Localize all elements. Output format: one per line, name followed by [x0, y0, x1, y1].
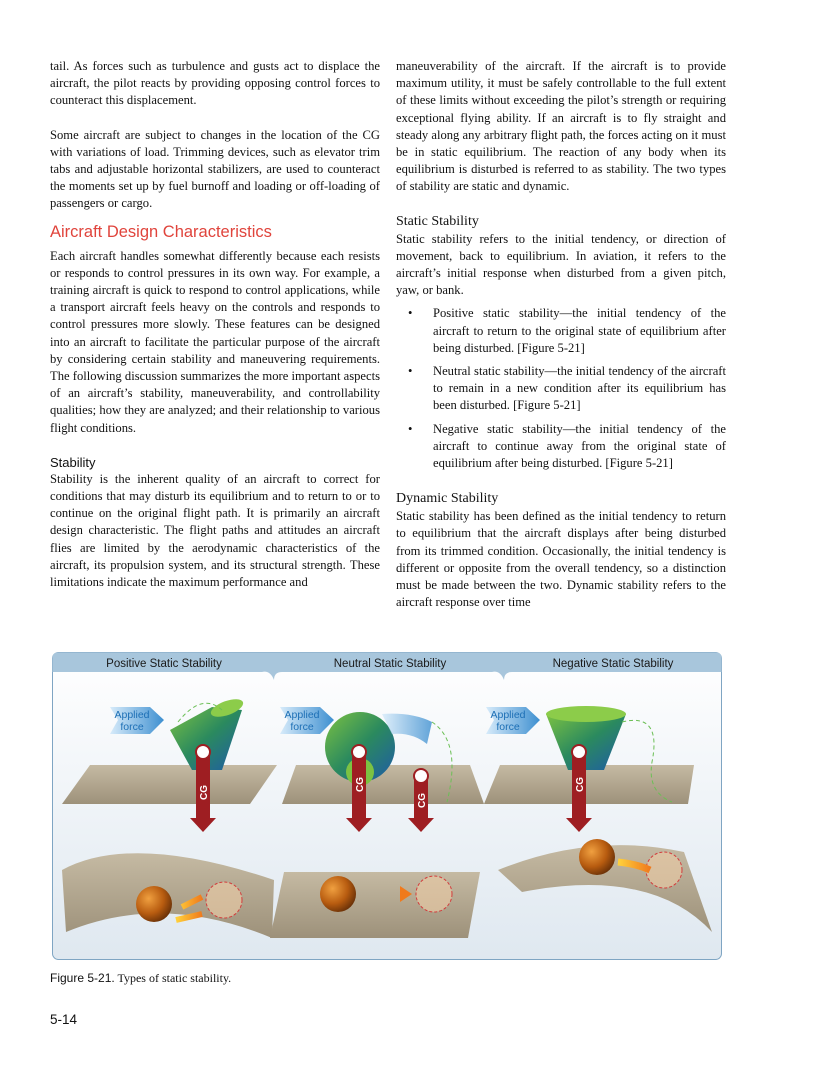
ball-ghost — [206, 882, 242, 918]
applied-force-label: Applied — [490, 709, 526, 721]
paragraph: tail. As forces such as turbulence and gusts act to displace the aircraft, the pilot reacts by providing opposing control forces to counteract this displacement. — [50, 59, 380, 108]
cg-label: CG — [199, 785, 210, 800]
figure-caption-text: Types of static stability. — [114, 971, 232, 985]
applied-force-label: Applied — [114, 709, 150, 721]
list-item — [396, 421, 726, 473]
paragraph: Stability is the inherent quality of an aircraft to correct for conditions that may disturb its equilibrium and to return to or to continue on the original flight path. It is primarily an aircraft design characteristic. The flight paths and attitudes an aircraft flies are limited by the aerodynamic characteristics of the aircraft, its propulsion system, and its structural strength. These limitations indicate the maximum performance and — [50, 471, 380, 590]
ball — [579, 839, 615, 875]
paragraph: Static stability refers to the initial tendency, or direction of movement, back to equilibrium. In aviation, it refers to the aircraft’s initial response when disturbed from a given pitch, yaw, or bank. — [396, 231, 726, 298]
bullet-list — [396, 305, 726, 472]
list-item-text: Negative static stability—the initial tendency of the aircraft to continue away from the original state of equilibrium after being disturbed. [Figure 5-21] — [433, 421, 726, 471]
subsection-heading: Dynamic Stability — [396, 491, 499, 507]
left-column — [50, 58, 380, 591]
section-heading: Aircraft Design Characteristics — [50, 222, 272, 241]
subsection-heading: Stability — [50, 454, 96, 470]
figure-static-stability — [52, 652, 722, 960]
applied-force-label: force — [290, 721, 314, 733]
figure-number: Figure 5-21. — [50, 971, 115, 985]
right-column — [396, 58, 726, 611]
paragraph: Static stability has been defined as the initial tendency to return to equilibrium that the aircraft displays after being disturbed from its trimmed condition. Occasionally, the initial tendency is different or opposite from the overall tendency, so a distinction must be made between the two. Dynamic stability refers to the aircraft response over time — [396, 509, 726, 610]
panel-title-neutral: Neutral Static Stability — [333, 658, 447, 670]
list-item — [396, 305, 726, 357]
reference-plane — [62, 765, 277, 804]
bullet-icon: • — [408, 306, 413, 321]
list-item — [396, 363, 726, 415]
cg-marker-icon — [196, 745, 210, 759]
panel-title-positive: Positive Static Stability — [106, 658, 222, 670]
cg-marker-icon — [572, 745, 586, 759]
paragraph: maneuverability of the aircraft. If the aircraft is to provide maximum utility, it must be safely controllable to the full extent of these limits without exceeding the pilot’s strength or requiring exceptional flying ability. If an aircraft is to fly straight and steady along any arbitrary flight path, the forces acting on it must be in static equilibrium. The reaction of any body when its equilibrium is disturbed is referred to as stability. The two types of stability are static and dynamic. — [396, 59, 726, 194]
bullet-icon: • — [408, 364, 413, 379]
page-number: 5-14 — [50, 1012, 78, 1027]
cg-marker-icon — [414, 769, 428, 783]
paragraph: Some aircraft are subject to changes in the location of the CG with variations of load. Trimming devices, such as elevator trim tabs and adjustable horizontal stabilizers, are used to counteract the moments set up by fuel burnoff and loading or off-loading of passengers or cargo. — [50, 127, 380, 211]
applied-force-label: Applied — [284, 709, 320, 721]
list-item-text: Positive static stability—the initial tendency of the aircraft to return to the original state of equilibrium after being disturbed. [Figure 5-21] — [433, 306, 726, 355]
cone-top — [546, 706, 626, 722]
ball — [136, 886, 172, 922]
applied-force-label: force — [496, 721, 520, 733]
ball — [320, 876, 356, 912]
ball-ghost — [416, 876, 452, 912]
cg-marker-icon — [352, 745, 366, 759]
paragraph: Each aircraft handles somewhat differently because each resists or responds to control pressures in its own way. For example, a training aircraft is quick to respond to control applications, while a transport aircraft feels heavy on the controls and responds to control pressures more slowly. These features can be designed into an aircraft to facilitate the particular purpose of the aircraft by considering certain stability and maneuvering requirements. The following discussion summarizes the more important aspects of an aircraft’s stability, maneuverability, and controllability qualities; how they are analyzed; and their relationship to various flight conditions. — [50, 248, 380, 435]
reference-plane — [484, 765, 694, 804]
bullet-icon: • — [408, 421, 413, 436]
list-item-text: Neutral static stability—the initial tendency of the aircraft to remain in a new condition after its equilibrium has been disturbed. [Figure 5-21] — [433, 364, 726, 413]
cg-label: CG — [417, 793, 428, 808]
figure-caption — [50, 971, 231, 986]
cg-label: CG — [355, 777, 366, 792]
cg-label: CG — [575, 777, 586, 792]
ball-ghost — [646, 852, 682, 888]
subsection-heading: Static Stability — [396, 213, 479, 229]
panel-title-negative: Negative Static Stability — [552, 658, 674, 670]
applied-force-label: force — [120, 721, 144, 733]
